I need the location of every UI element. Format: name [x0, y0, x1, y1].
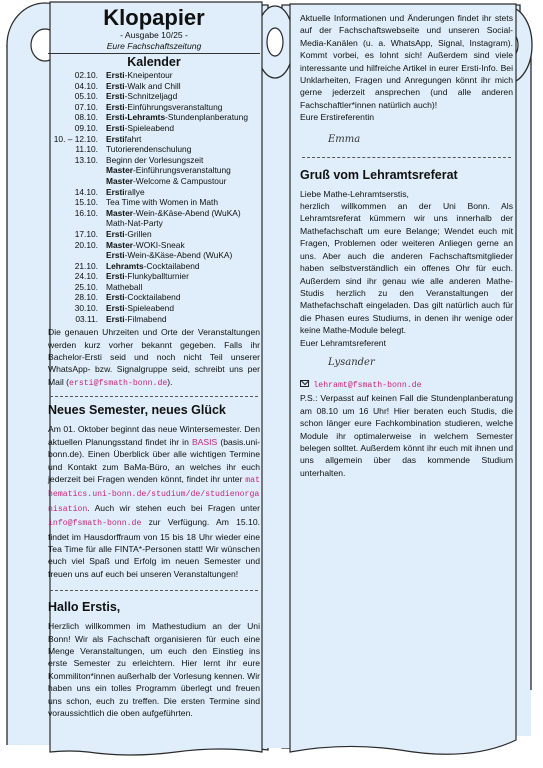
calendar-date: 21.10. [74, 260, 98, 271]
calendar-note-text: Die genauen Uhrzeiten und Orte der Veranstaltungen werden kurz vorher bekannt gegeben. Falls ihr Bachelor-Ersti seid und noch nicht Teil unserer WhatsApp- bzw. Signalgruppe seid, schreibt uns per Mail ( [48, 327, 260, 387]
calendar-event-prefix: Master [106, 239, 133, 250]
calendar-event [106, 102, 260, 113]
calendar-event-prefix: Lehramts [106, 260, 144, 271]
calendar-event-prefix: Ersti-Lehramts [106, 112, 166, 123]
calendar-note [48, 326, 260, 390]
ps-text: P.S.: Verpasst auf keinen Fall die Stundenplanberatung am 08.10 um 16 Uhr! Hier beraten euch Studis, die schon länger eure Fachkombination studieren, welche Module ihr optimalerweise in welchem Semester belegen solltet. Außerdem könnt ihr euch mit ihnen und uns allgemein über das kommende Studium unterhalten. [300, 393, 513, 478]
calendar-event [106, 70, 260, 81]
calendar-event [106, 218, 260, 229]
calendar-event-prefix: Ersti [106, 70, 125, 80]
calendar-event-name: -Walk and Chill [124, 80, 181, 91]
calendar-date: 16.10. [74, 207, 98, 218]
calendar-event-prefix: Ersti [106, 80, 125, 91]
calendar-date: 09.10. [74, 122, 98, 133]
calendar-event-name: Beginn der Vorlesungszeit [106, 154, 204, 165]
info-email-link[interactable]: info@fsmath-bonn.de [48, 519, 142, 529]
calendar-event [106, 165, 260, 176]
calendar-event-prefix: Master [106, 175, 133, 186]
calendar-event-prefix: Ersti [106, 313, 125, 324]
calendar-event [106, 303, 260, 314]
gruss-heading: Gruß vom Lehramtsreferat [300, 167, 458, 182]
issue-number: - Ausgabe 10/25 - [120, 30, 188, 40]
calendar-event [106, 271, 260, 282]
calendar-date: 15.10. [74, 197, 98, 208]
semester-text-4: zur Verfügung. Am 15.10. findet im Hausdorffraum von 15 bis 18 Uhr wieder eine Tea Time für alle FINTA*-Personen statt! Wir wünschen euch viel Spaß und Erfolg im neuen Semester und freuen uns auf euch bei unseren Veranstaltungen! [48, 517, 260, 579]
calendar-date: 04.10. [74, 80, 98, 91]
section-divider [50, 590, 258, 591]
calendar-event [106, 197, 260, 208]
calendar-event-name: -Spieleabend [124, 303, 174, 314]
calendar-date: 07.10. [74, 101, 98, 112]
calendar-event [106, 176, 260, 187]
calendar-event [106, 208, 260, 219]
calendar-date: 10. – 12.10. [53, 133, 98, 144]
calendar-date: 30.10. [74, 303, 98, 314]
ersti-email-link[interactable]: ersti@fsmath-bonn.de [69, 378, 168, 388]
calendar-event-prefix: Ersti [106, 122, 125, 133]
calendar-event [106, 155, 260, 166]
studienorganisation-link[interactable]: mathematics.uni-bonn.de/studium/de/studienorganisation [48, 475, 260, 514]
calendar-date [48, 250, 106, 261]
gruss-greeting: Liebe Mathe-Lehramtserstis, [300, 188, 409, 199]
calendar-date [48, 218, 106, 229]
calendar-date: 25.10. [74, 281, 98, 292]
calendar-event-prefix: Ersti [106, 228, 125, 239]
basis-link[interactable]: BASIS [191, 436, 218, 447]
calendar-event [106, 144, 260, 155]
calendar-event-name: Tutorierendenschulung [106, 144, 192, 155]
calendar-event-name: -Cocktailabend [124, 292, 181, 303]
signature-emma: Emma [328, 133, 361, 145]
calendar-event-name: -Wein-&Käse-Abend (WuKA) [133, 207, 241, 218]
calendar-event-name: -Spieleabend [124, 122, 174, 133]
calendar-event-name: -WOKI-Sneak [133, 239, 185, 250]
calendar-heading: Kalender [127, 55, 181, 69]
calendar-event-name: -Welcome & Campustour [133, 175, 227, 186]
calendar-event-name: Tea Time with Women in Math [106, 197, 219, 208]
calendar-event [106, 250, 260, 261]
calendar-event [106, 134, 260, 145]
calendar-date: 05.10. [74, 91, 98, 102]
calendar-event-prefix: Ersti [106, 292, 125, 303]
right-column [300, 12, 513, 479]
calendar-event-prefix: Ersti [106, 186, 125, 197]
calendar-event [106, 240, 260, 251]
calendar-event-name: -Wein-&Käse-Abend (WuKA) [124, 250, 233, 261]
lehramt-referent-sign: Euer Lehramtsreferent [300, 337, 386, 348]
calendar-event-name: -Filmabend [124, 313, 167, 324]
gruss-text: herzlich willkommen an der Uni Bonn. Als Lehramtsreferat kümmern wir uns innerhalb der Mathefachschaft um eure Belange; Wendet euch mit Fragen, Problemen oder weiteren Anliegen gerne an uns. Aber auch die anderen Fachschaftsmitglieder haben selbstverständlich ein offenes Ohr für euch. Außerdem sind ihr genau wie alle anderen Mathe-Studis herzlich zu den Veranstaltungen der Mathefachschaft eingeladen. Das gilt natürlich auch für die Phasen eures Studiums, in denen ihr wenige oder keine Mathe-Module belegt. [300, 201, 513, 336]
calendar-event-prefix: Ersti [106, 101, 125, 112]
calendar-event-prefix: Master [106, 207, 133, 218]
calendar-date: 14.10. [74, 186, 98, 197]
calendar-date: 11.10. [75, 144, 98, 155]
calendar-date: 24.10. [74, 271, 98, 282]
calendar-event-name: -Schnitzeljagd [124, 91, 178, 102]
newsletter-subtitle: Eure Fachschaftszeitung [106, 41, 202, 51]
ersti-referentin-sign: Eure Erstireferentin [300, 112, 375, 123]
calendar-event-name: Matheball [106, 281, 143, 292]
calendar-event-prefix: Ersti [106, 271, 125, 282]
calendar-note-end: ). [167, 376, 173, 387]
calendar-event [106, 112, 260, 123]
calendar-date [48, 176, 106, 187]
calendar-event-prefix: Ersti [106, 250, 125, 261]
calendar-date: 02.10. [74, 70, 98, 80]
calendar-table [48, 70, 260, 324]
calendar-event [106, 314, 260, 325]
hallo-heading: Hallo Erstis, [48, 600, 121, 615]
left-column [48, 6, 260, 719]
calendar-event [106, 229, 260, 240]
semester-heading: Neues Semester, neues Glück [48, 403, 226, 418]
calendar-date: 13.10. [74, 154, 98, 165]
calendar-event-name: fahrt [124, 133, 142, 144]
semester-text-2: (basis.uni-bonn.de). Einen Überblick über alle wichtigen Termine und Kontakt zum BaMa-Büro, an welches ihr euch jederzeit bei Fragen wenden könnt, findet ihr unter [48, 436, 260, 484]
calendar-date [48, 165, 106, 176]
calendar-date: 03.11. [75, 313, 98, 324]
calendar-event-name: -Stundenplanberatung [165, 112, 248, 123]
calendar-event-name: -Grillen [124, 228, 152, 239]
calendar-event [106, 292, 260, 303]
calendar-event [106, 91, 260, 102]
calendar-event [106, 261, 260, 272]
calendar-event-prefix: Ersti [106, 133, 125, 144]
calendar-event-prefix: Ersti [106, 303, 125, 314]
lehramt-mail-line [300, 378, 513, 392]
calendar-event-name: rallye [124, 186, 145, 197]
calendar-event-name: -Cocktailabend [143, 260, 200, 271]
section-divider [302, 157, 511, 158]
calendar-event-name: Math-Nat-Party [106, 218, 163, 229]
calendar-event [106, 81, 260, 92]
header-divider [48, 53, 260, 54]
hallo-text: Herzlich willkommen im Mathestudium an der Uni Bonn! Wir als Fachschaft organisieren für euch eine Menge Veranstaltungen, um euch den Einstieg ins erste Semester zu erleichtern. Hier lernt ihr eure Kommiliton*innen außerhalb der Vorlesung kennen. Wir haben uns ein tolles Programm überlegt und freuen uns schon, euch zu treffen. Die ersten Termine sind voraussichtlich die oben aufgeführten. [48, 621, 260, 718]
calendar-event-name: -Kneipentour [124, 70, 173, 80]
signature-lysander: Lysander [328, 356, 375, 368]
section-divider [50, 396, 258, 397]
calendar-event-name: -Einführungsveranstaltung [133, 165, 231, 176]
calendar-date: 08.10. [74, 112, 98, 123]
calendar-date: 28.10. [74, 292, 98, 303]
ersti-info-text: Aktuelle Informationen und Änderungen findet ihr stets auf der Fachschaftswebseite und unseren Social-Media-Kanälen (u. a. WhatsApp, Signal, Instagram). Kommt vorbei, es lohnt sich! Außerdem sind viele interessante und hilfreiche Artikel in eurer Ersti-Info. Bei Unklarheiten, Fragen und Anregungen könnt ihr mich gerne jederzeit ansprechen (und alle anderen Fachschaftler*innen natürlich auch)! [300, 13, 513, 110]
calendar-event-name: -Flunkyballturnier [124, 271, 189, 282]
calendar-event [106, 123, 260, 134]
calendar-event-prefix: Ersti [106, 91, 125, 102]
calendar-event [106, 187, 260, 198]
lehramt-email-link[interactable]: lehramt@fsmath-bonn.de [313, 380, 422, 390]
envelope-icon [300, 380, 309, 387]
semester-text [48, 423, 260, 580]
calendar-event-name: -Einführungsveranstaltung [124, 101, 223, 112]
calendar-date: 20.10. [74, 239, 98, 250]
semester-text-1: Am 01. Oktober beginnt das neue Wintersemester. Den aktuellen Planungsstand findet ihr in [48, 424, 260, 447]
calendar-date: 17.10. [74, 228, 98, 239]
calendar-event-prefix: Master [106, 165, 133, 176]
newsletter-title: Klopapier [103, 5, 205, 30]
calendar-event [106, 282, 260, 293]
semester-text-3: . Auch wir stehen euch bei Fragen unter [87, 502, 260, 513]
